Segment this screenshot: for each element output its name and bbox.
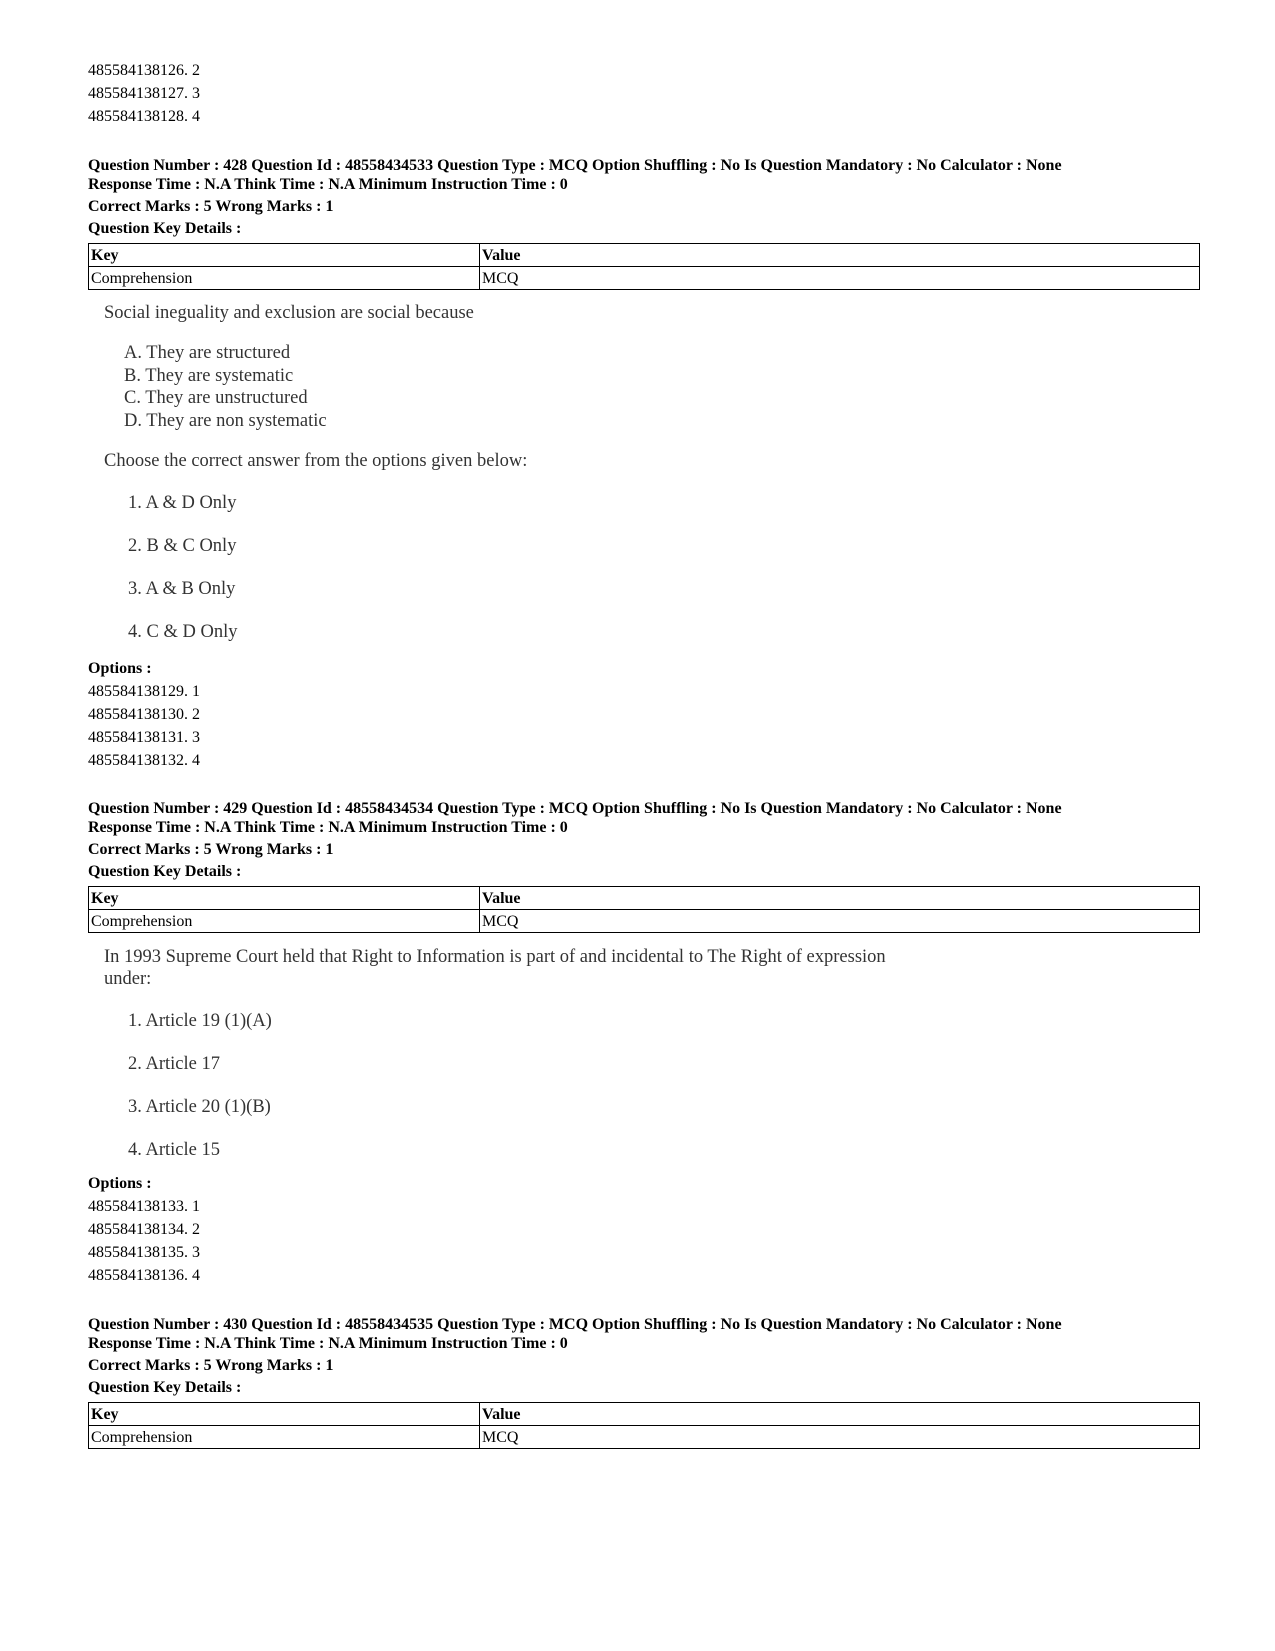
choice-item: 1. Article 19 (1)(A) [128,1011,272,1031]
table-header-row [89,244,1200,267]
question-header-line1: Question Number : 429 Question Id : 48558434534 Question Type : MCQ Option Shuffling : No Is Question Mandatory : No Calculator : None [88,800,1062,817]
question-image-429 [88,946,1200,1162]
option-line: 485584138132. 4 [88,752,200,769]
options-label: Options : [88,1175,152,1192]
question-stem-continued: under: [104,969,152,989]
table-cell-key: Comprehension [89,910,480,933]
statement-item: C. They are unstructured [124,388,308,408]
table-cell-value: MCQ [480,1426,1200,1449]
choice-list [88,492,1200,644]
option-line: 485584138126. 2 [88,62,200,79]
question-image-428 [88,302,1200,644]
question-header-line1: Question Number : 428 Question Id : 48558434533 Question Type : MCQ Option Shuffling : No Is Question Mandatory : No Calculator : None [88,157,1062,174]
question-key-table [88,1402,1200,1449]
table-header-value: Value [480,244,1200,267]
table-row [89,267,1200,290]
table-header-value: Value [480,1403,1200,1426]
choice-item: 2. B & C Only [128,536,237,556]
question-instruction: Choose the correct answer from the options given below: [104,451,528,471]
question-key-details-label: Question Key Details : [88,220,242,237]
choice-item: 3. Article 20 (1)(B) [128,1097,271,1117]
question-key-details-label: Question Key Details : [88,1379,242,1396]
question-stem: Social ineguality and exclusion are social because [104,303,474,323]
question-header-line2: Response Time : N.A Think Time : N.A Minimum Instruction Time : 0 [88,819,568,836]
question-header-line2: Response Time : N.A Think Time : N.A Minimum Instruction Time : 0 [88,1335,568,1352]
option-line: 485584138127. 3 [88,85,200,102]
question-stem: In 1993 Supreme Court held that Right to Information is part of and incidental to The Right of expression [104,947,886,967]
choice-list [88,1010,1200,1162]
statement-list [88,342,1200,432]
question-header-line2: Response Time : N.A Think Time : N.A Minimum Instruction Time : 0 [88,176,568,193]
table-cell-value: MCQ [480,910,1200,933]
question-header-line1: Question Number : 430 Question Id : 48558434535 Question Type : MCQ Option Shuffling : No Is Question Mandatory : No Calculator : None [88,1316,1062,1333]
options-block-429 [88,1172,200,1287]
option-line: 485584138135. 3 [88,1244,200,1261]
option-line: 485584138129. 1 [88,683,200,700]
table-row [89,910,1200,933]
table-cell-value: MCQ [480,267,1200,290]
table-header-key: Key [89,1403,480,1426]
options-block-428 [88,657,200,772]
top-options-list [88,59,200,128]
question-marks: Correct Marks : 5 Wrong Marks : 1 [88,198,334,215]
choice-item: 4. Article 15 [128,1140,220,1160]
statement-item: D. They are non systematic [124,410,327,431]
statement-item: A. They are structured [124,343,291,363]
question-key-table [88,243,1200,290]
choice-item: 4. C & D Only [128,622,238,642]
question-block-429 [88,799,1200,933]
question-key-table [88,886,1200,933]
option-line: 485584138130. 2 [88,706,200,723]
question-block-430 [88,1315,1200,1449]
question-marks: Correct Marks : 5 Wrong Marks : 1 [88,1357,334,1374]
option-line: 485584138133. 1 [88,1198,200,1215]
options-label: Options : [88,660,152,677]
option-line: 485584138136. 4 [88,1267,200,1284]
choice-item: 3. A & B Only [128,579,236,599]
choice-item: 1. A & D Only [128,493,237,513]
option-line: 485584138134. 2 [88,1221,200,1238]
statement-item: B. They are systematic [124,365,294,386]
option-line: 485584138128. 4 [88,108,200,125]
table-header-key: Key [89,887,480,910]
table-row [89,1426,1200,1449]
table-cell-key: Comprehension [89,267,480,290]
option-line: 485584138131. 3 [88,729,200,746]
table-header-value: Value [480,887,1200,910]
table-cell-key: Comprehension [89,1426,480,1449]
table-header-row [89,1403,1200,1426]
table-header-key: Key [89,244,480,267]
question-key-details-label: Question Key Details : [88,863,242,880]
table-header-row [89,887,1200,910]
question-block-428 [88,156,1200,290]
choice-item: 2. Article 17 [128,1054,220,1074]
question-marks: Correct Marks : 5 Wrong Marks : 1 [88,841,334,858]
